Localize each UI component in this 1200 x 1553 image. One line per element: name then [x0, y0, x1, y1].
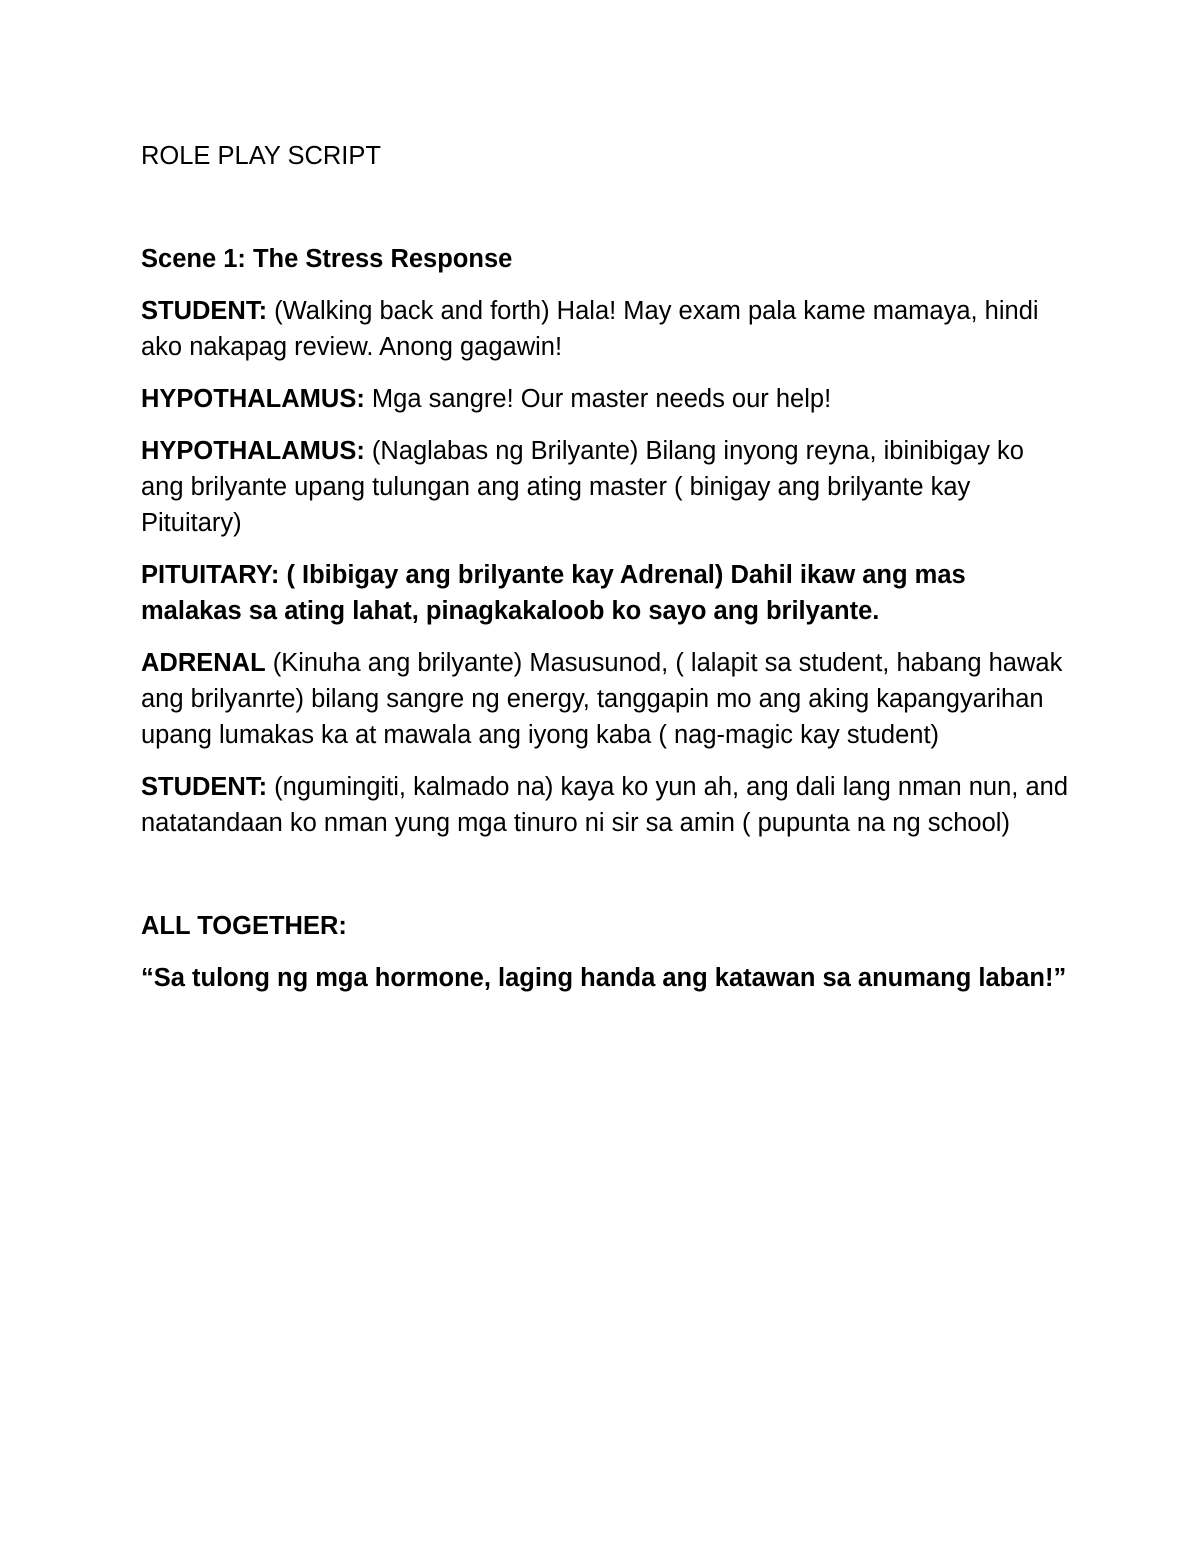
speaker-label: HYPOTHALAMUS:: [141, 437, 365, 465]
speaker-label: STUDENT:: [141, 773, 268, 801]
scene-heading: Scene 1: The Stress Response: [141, 245, 513, 273]
script-line-student-1: [141, 293, 1071, 365]
script-line-student-2: [141, 769, 1071, 841]
script-line-hypothalamus-1: [141, 381, 1071, 417]
line-text: (ngumingiti, kalmado na) kaya ko yun ah, ang dali lang nman nun, and natatandaan ko nman yung mga tinuro ni sir sa amin ( pupunta na ng school): [141, 773, 1069, 837]
line-text: (Walking back and forth) Hala! May exam pala kame mamaya, hindi ako nakapag review. Anong gagawin!: [141, 297, 1039, 361]
document-content: [141, 138, 1071, 996]
speaker-label: STUDENT:: [141, 297, 268, 325]
all-together-heading: ALL TOGETHER:: [141, 912, 347, 940]
script-line-hypothalamus-2: [141, 433, 1071, 541]
line-text: (Kinuha ang brilyante) Masusunod, ( lalapit sa student, habang hawak ang brilyanrte) bilang sangre ng energy, tanggapin mo ang aking kapangyarihan upang lumakas ka at mawala ang iyong kaba ( nag-magic kay student): [141, 649, 1063, 749]
speaker-label: HYPOTHALAMUS:: [141, 385, 365, 413]
script-line-pituitary: [141, 557, 1071, 629]
closing-quote: “Sa tulong ng mga hormone, laging handa ang katawan sa anumang laban!”: [141, 964, 1067, 992]
document-title: ROLE PLAY SCRIPT: [141, 142, 381, 170]
speaker-label: ADRENAL: [141, 649, 266, 677]
line-text: Mga sangre! Our master needs our help!: [364, 385, 832, 413]
line-text: ( Ibibigay ang brilyante kay Adrenal) Dahil ikaw ang mas malakas sa ating lahat, pinagkakaloob ko sayo ang brilyante.: [141, 561, 966, 625]
line-text: (Naglabas ng Brilyante) Bilang inyong reyna, ibinibigay ko ang brilyante upang tulungan ang ating master ( binigay ang brilyante kay Pituitary): [141, 437, 1024, 537]
speaker-label: PITUITARY:: [141, 561, 280, 589]
script-line-adrenal: [141, 645, 1071, 753]
